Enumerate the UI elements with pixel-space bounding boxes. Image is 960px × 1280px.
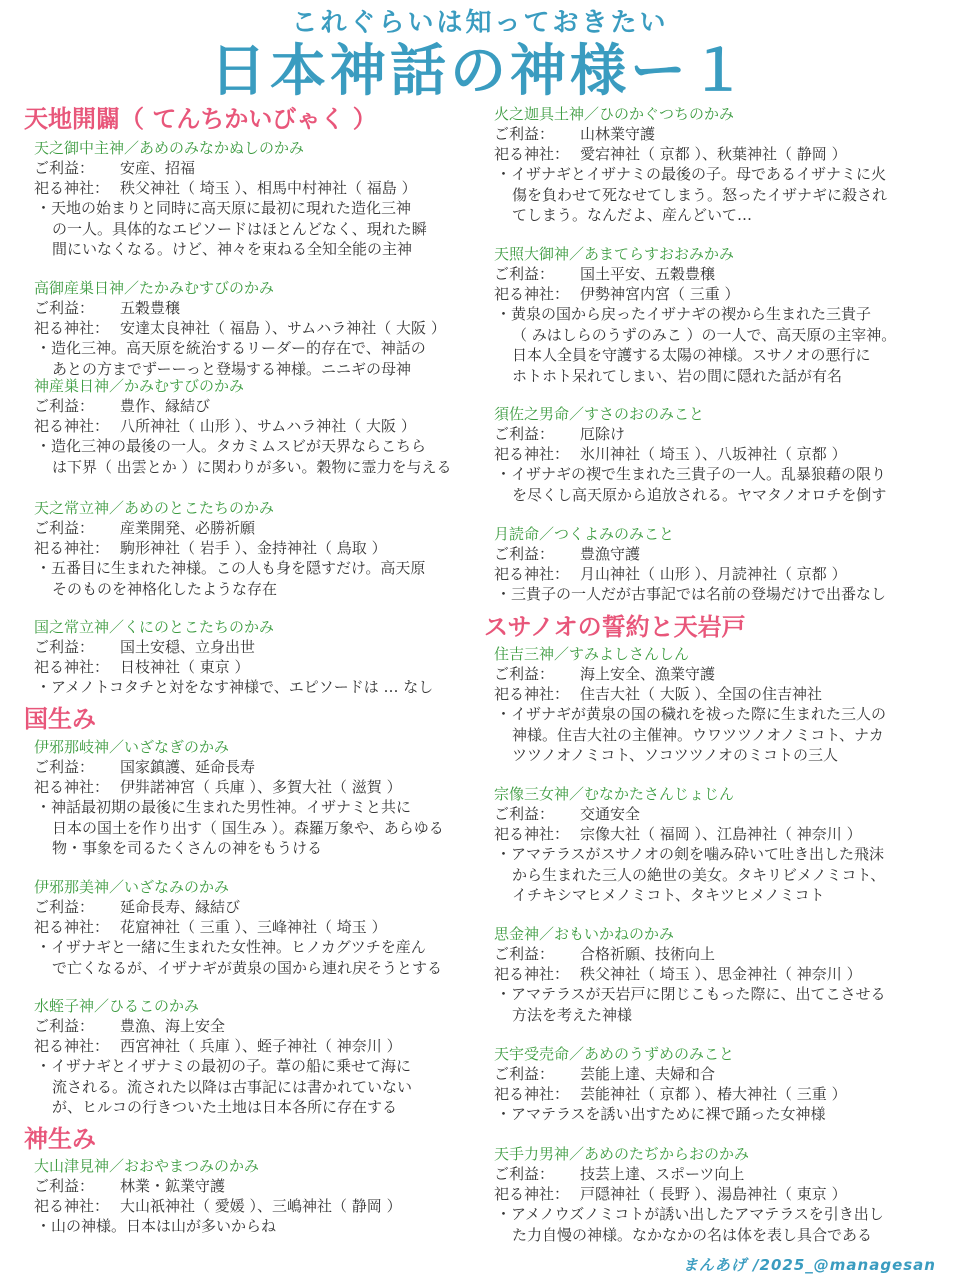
benefit-row [34,298,482,318]
benefit-label: ご利益： [494,945,555,963]
deity-description: ・黄泉の国から戻ったイザナギの禊から生まれた三貴子 （ みはしらのうずのみこ ）の一人で、高天原の主宰神。 日本人全員を守護する太陽の神様。スサノオの悪行に ホトホト呆れてしまい、岩の間に隠れた話が有名 [496,305,897,385]
shrine-label: 祀る神社： [494,565,570,583]
benefit-value: 技芸上達、スポーツ向上 [580,1165,745,1183]
shrine-row [34,1196,482,1216]
deity-name: 天手力男神／あめのたぢからおのかみ [494,1145,750,1163]
shrine-value: 氷川神社（ 埼玉 ）、八坂神社（ 京都 ） [580,445,847,463]
shrine-label: 祀る神社： [494,445,570,463]
benefit-label: ご利益： [34,519,95,537]
shrine-label: 祀る神社： [494,965,570,983]
deity-description: ・イザナギが黄泉の国の穢れを祓った際に生まれた三人の 神様。住吉大社の主催神。ウワツツノオノミコト、ナカ ツツノオノミコト、ソコツツノオのミコトの三人 [496,705,887,764]
benefit-row [494,664,944,684]
shrine-label: 祀る神社： [494,685,570,703]
benefit-label: ご利益： [494,125,555,143]
section-title-kuniumi: 国生み [24,705,96,733]
deity-description: ・イザナギと一緒に生まれた女性神。ヒノカグツチを産ん で亡くなるが、イザナギが黄泉の国から連れ戻そうとする [36,938,443,977]
shrine-value: 月山神社（ 山形 ）、月読神社（ 京都 ） [580,565,847,583]
benefit-label: ご利益： [34,397,95,415]
shrine-label: 祀る神社： [34,918,110,936]
benefit-row [34,1016,482,1036]
deity-entry [24,498,482,599]
shrine-value: 日枝神社（ 東京 ） [120,658,250,676]
benefit-label: ご利益： [494,545,555,563]
shrine-label: 祀る神社： [494,145,570,163]
benefit-label: ご利益： [494,1165,555,1183]
deity-name: 大山津見神／おおやまつみのかみ [34,1157,260,1175]
deity-description: ・天地の始まりと同時に高天原に最初に現れた造化三神 の一人。具体的なエピソードはほとんどなく、現れた瞬 間にいなくなる。けど、神々を束ねる全知全能の主神 [36,199,427,258]
shrine-label: 祀る神社： [494,1085,570,1103]
shrine-value: 伊勢神宮内宮（ 三重 ） [580,285,740,303]
section-title-susanoo: スサノオの誓約と天岩戸 [484,613,746,641]
benefit-row [494,1164,944,1184]
deity-description: ・山の神様。日本は山が多いからね [36,1217,277,1235]
benefit-label: ご利益： [34,299,95,317]
deity-name: 水蛭子神／ひるこのかみ [34,997,200,1015]
shrine-row [34,178,482,198]
shrine-value: 安達太良神社（ 福島 ）、サムハラ神社（ 大阪 ） [120,319,446,337]
deity-description: ・造化三神の最後の一人。タカミムスビが天界ならこちら は下界（ 出雲とか ）に関わりが多い。穀物に霊力を与える [36,437,452,476]
benefit-row [494,1064,944,1084]
shrine-value: 芸能神社（ 京都 ）、椿大神社（ 三重 ） [580,1085,847,1103]
shrine-row [494,1084,944,1104]
benefit-value: 厄除け [580,425,626,443]
deity-entry [484,404,944,505]
shrine-value: 伊弉諾神宮（ 兵庫 ）、多賀大社（ 滋賀 ） [120,778,402,796]
deity-description: ・造化三神。高天原を統治するリーダー的存在で、神話の あとの方までずーーっと登場する神様。ニニギの母神 [36,339,426,378]
deity-name: 高御産巣日神／たかみむすびのかみ [34,279,275,297]
benefit-value: 国土平安、五穀豊穣 [580,265,716,283]
author-credit: まんあげ /2025_@managesan [682,1256,936,1274]
shrine-row [34,416,482,436]
benefit-value: 国土安穏、立身出世 [120,638,256,656]
benefit-value: 交通安全 [580,805,641,823]
shrine-value: 愛宕神社（ 京都 ）、秋葉神社（ 静岡 ） [580,145,847,163]
deity-name: 宗像三女神／むなかたさんじょじん [494,785,735,803]
benefit-row [34,1176,482,1196]
shrine-value: 西宮神社（ 兵庫 ）、蛭子神社（ 神奈川 ） [120,1037,402,1055]
deity-entry [484,104,944,226]
benefit-label: ご利益： [34,159,95,177]
deity-description: ・アマテラスが天岩戸に閉じこもった際に、出てこさせる 方法を考えた神様 [496,985,886,1024]
benefit-row [34,757,482,777]
deity-name: 伊邪那岐神／いざなぎのかみ [34,738,230,756]
deity-description: ・イザナギの禊で生まれた三貴子の一人。乱暴狼藉の限り を尽くし高天原から追放される。ヤマタノオロチを倒す [496,465,887,504]
benefit-label: ご利益： [34,1017,95,1035]
deity-entry [484,784,944,906]
deity-description: ・アメノトコタチと対をなす神様で、エピソードは … なし [36,678,434,696]
benefit-value: 海上安全、漁業守護 [580,665,716,683]
deity-description: ・三貴子の一人だが古事記では名前の登場だけで出番なし [496,585,887,603]
benefit-row [34,897,482,917]
deity-name: 火之迦具土神／ひのかぐつちのかみ [494,105,735,123]
shrine-row [34,657,482,677]
deity-description: ・アメノウズノミコトが誘い出したアマテラスを引き出し た力自慢の神様。なかなかの名は体を表し具合である [496,1205,884,1244]
shrine-row [494,964,944,984]
benefit-label: ご利益： [494,805,555,823]
benefit-row [34,396,482,416]
deity-description: ・アマテラスを誘い出すために裸で踊った女神様 [496,1105,826,1123]
shrine-value: 八所神社（ 山形 ）、サムハラ神社（ 大阪 ） [120,417,416,435]
shrine-value: 戸隠神社（ 長野 ）、湯島神社（ 東京 ） [580,1185,847,1203]
deity-description: ・五番目に生まれた神様。この人も身を隠すだけ。高天原 そのものを神格化したような存在 [36,559,426,598]
shrine-label: 祀る神社： [34,539,110,557]
benefit-value: 山林業守護 [580,125,656,143]
benefit-label: ご利益： [494,665,555,683]
benefit-label: ご利益： [494,425,555,443]
shrine-value: 駒形神社（ 岩手 ）、金持神社（ 鳥取 ） [120,539,387,557]
deity-name: 須佐之男命／すさのおのみこと [494,405,705,423]
benefit-row [494,124,944,144]
shrine-value: 大山祇神社（ 愛媛 ）、三嶋神社（ 静岡 ） [120,1197,402,1215]
header [0,0,960,104]
shrine-label: 祀る神社： [34,778,110,796]
deity-entry [24,138,482,260]
shrine-value: 秩父神社（ 埼玉 ）、相馬中村神社（ 福島 ） [120,179,417,197]
shrine-row [494,1184,944,1204]
deity-description: ・アマテラスがスサノオの剣を噛み砕いて吐き出した飛沫 から生まれた三人の絶世の美女。タキリビメノミコト、 イチキシマヒメノミコト、タキツヒメノミコト [496,845,886,904]
benefit-value: 合格祈願、技術向上 [580,945,716,963]
benefit-row [494,804,944,824]
shrine-label: 祀る神社： [494,1185,570,1203]
deity-description: ・神話最初期の最後に生まれた男性神。イザナミと共に 日本の国土を作り出す（ 国生み ）。森羅万象や、あらゆる 物・事象を司るたくさんの神をもうける [36,798,444,857]
deity-entry [24,278,482,379]
deity-name: 伊邪那美神／いざなみのかみ [34,878,230,896]
benefit-row [494,424,944,444]
benefit-value: 豊漁守護 [580,545,641,563]
shrine-label: 祀る神社： [34,417,110,435]
benefit-row [494,944,944,964]
benefit-value: 五穀豊穣 [120,299,181,317]
benefit-value: 豊漁、海上安全 [120,1017,226,1035]
shrine-label: 祀る神社： [34,179,110,197]
page-title: 日本神話の神様ー１ [210,39,750,104]
deity-entry [24,737,482,859]
benefit-label: ご利益： [34,898,95,916]
benefit-label: ご利益： [34,758,95,776]
benefit-value: 延命長寿、縁結び [120,898,241,916]
section-title-tenchi: 天地開闢（ てんちかいびゃく ） [24,105,377,133]
shrine-row [494,824,944,844]
deity-name: 神産巣日神／かみむすびのかみ [34,377,245,395]
benefit-row [494,264,944,284]
deity-name: 国之常立神／くにのとこたちのかみ [34,618,275,636]
benefit-value: 豊作、縁結び [120,397,211,415]
shrine-row [494,144,944,164]
deity-entry [24,617,482,698]
shrine-label: 祀る神社： [34,319,110,337]
benefit-value: 国家鎮護、延命長寿 [120,758,256,776]
shrine-value: 宗像大社（ 福岡 ）、江島神社（ 神奈川 ） [580,825,862,843]
deity-entry [24,1156,482,1237]
shrine-row [494,444,944,464]
benefit-value: 産業開発、必勝祈願 [120,519,256,537]
deity-entry [24,376,482,477]
shrine-value: 秩父神社（ 埼玉 ）、思金神社（ 神奈川 ） [580,965,862,983]
shrine-row [34,318,482,338]
shrine-value: 住吉大社（ 大阪 ）、全国の住吉神社 [580,685,823,703]
benefit-value: 安産、招福 [120,159,196,177]
deity-name: 月読命／つくよみのみこと [494,525,675,543]
shrine-row [34,1036,482,1056]
benefit-value: 林業・鉱業守護 [120,1177,226,1195]
shrine-row [494,564,944,584]
deity-entry [24,877,482,978]
shrine-label: 祀る神社： [494,825,570,843]
page-subtitle: これぐらいは知っておきたい [291,8,669,38]
deity-description: ・イザナギとイザナミの最初の子。葦の船に乗せて海に 流される。流された以降は古事記には書かれていない が、ヒルコの行きついた土地は日本各所に存在する [36,1057,413,1116]
deity-entry [24,996,482,1118]
shrine-label: 祀る神社： [494,285,570,303]
deity-entry [484,924,944,1025]
deity-name: 天之常立神／あめのとこたちのかみ [34,499,275,517]
benefit-row [34,518,482,538]
benefit-row [494,544,944,564]
shrine-row [494,684,944,704]
deity-entry [484,644,944,766]
shrine-label: 祀る神社： [34,658,110,676]
shrine-row [34,777,482,797]
benefit-label: ご利益： [494,265,555,283]
deity-name: 天宇受売命／あめのうずめのみこと [494,1045,735,1063]
shrine-label: 祀る神社： [34,1197,110,1215]
shrine-row [34,917,482,937]
benefit-row [34,158,482,178]
deity-name: 天照大御神／あまてらすおおみかみ [494,245,735,263]
benefit-label: ご利益： [34,1177,95,1195]
benefit-label: ご利益： [34,638,95,656]
deity-name: 思金神／おもいかねのかみ [494,925,675,943]
section-title-kamiumi: 神生み [24,1125,96,1153]
deity-name: 天之御中主神／あめのみなかぬしのかみ [34,139,305,157]
deity-entry [484,1144,944,1245]
shrine-row [34,538,482,558]
deity-entry [484,1044,944,1125]
deity-name: 住吉三神／すみよしさんしん [494,645,690,663]
benefit-label: ご利益： [494,1065,555,1083]
shrine-label: 祀る神社： [34,1037,110,1055]
shrine-value: 花窟神社（ 三重 ）、三峰神社（ 埼玉 ） [120,918,387,936]
benefit-value: 芸能上達、夫婦和合 [580,1065,716,1083]
deity-entry [484,244,944,386]
deity-entry [484,524,944,605]
benefit-row [34,637,482,657]
deity-description: ・イザナギとイザナミの最後の子。母であるイザナミに火 傷を負わせて死なせてしまう。怒ったイザナギに殺され てしまう。なんだよ、産んどいて… [496,165,888,224]
shrine-row [494,284,944,304]
